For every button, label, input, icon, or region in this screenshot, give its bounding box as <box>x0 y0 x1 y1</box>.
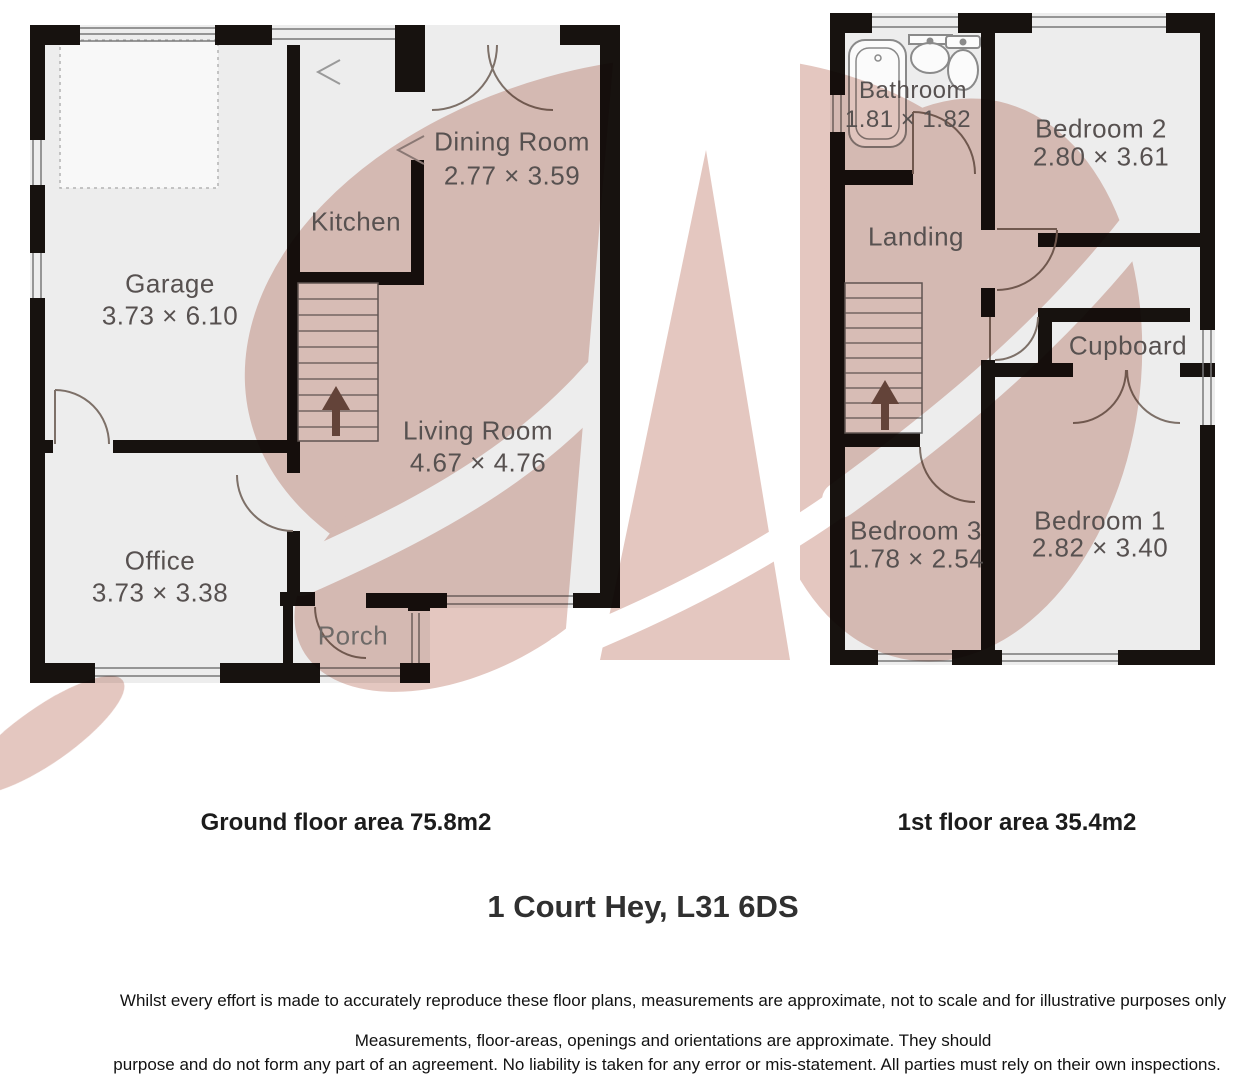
first-floor-area-label: 1st floor area 35.4m2 <box>897 809 1137 836</box>
garage-door-dashed-area <box>60 40 218 188</box>
living-room-label: Living Room <box>402 415 554 446</box>
ground-floor-area-label: Ground floor area 75.8m2 <box>200 809 492 836</box>
garage-label: Garage <box>125 268 215 299</box>
landing-label: Landing <box>867 221 965 252</box>
bedroom1-dims: 2.82 × 3.40 <box>1031 532 1169 563</box>
office-dims: 3.73 × 3.38 <box>91 577 229 608</box>
disclaimer-line-1: Whilst every effort is made to accurately reproduce these floor plans, measurements are approximate, not to scale and for illustrative purposes only <box>119 991 1227 1010</box>
disclaimer-line-2: Measurements, floor-areas, openings and orientations are approximate. They should <box>354 1031 992 1050</box>
garage-dims: 3.73 × 6.10 <box>101 300 239 331</box>
bathroom-dims: 1.81 × 1.82 <box>844 106 972 133</box>
bedroom3-dims: 1.78 × 2.54 <box>847 543 985 574</box>
kitchen-label: Kitchen <box>310 206 402 237</box>
bathroom-label: Bathroom <box>858 77 968 104</box>
bedroom1-label: Bedroom 1 <box>1034 505 1166 536</box>
disclaimer-line-3: purpose and do not form any part of an agreement. No liability is taken for any error or mis-statement. All parties must rely on their own inspections. <box>113 1055 1221 1074</box>
dining-room-dims: 2.77 × 3.59 <box>443 160 581 191</box>
dining-room-label: Dining Room <box>434 126 590 157</box>
living-room-dims: 4.67 × 4.76 <box>409 447 547 478</box>
porch-label: Porch <box>317 620 389 651</box>
property-address: 1 Court Hey, L31 6DS <box>487 889 799 924</box>
bedroom2-dims: 2.80 × 3.61 <box>1032 141 1170 172</box>
bedroom3-label: Bedroom 3 <box>850 515 982 546</box>
cupboard-label: Cupboard <box>1068 330 1188 361</box>
office-label: Office <box>124 545 196 576</box>
bedroom2-label: Bedroom 2 <box>1035 113 1167 144</box>
